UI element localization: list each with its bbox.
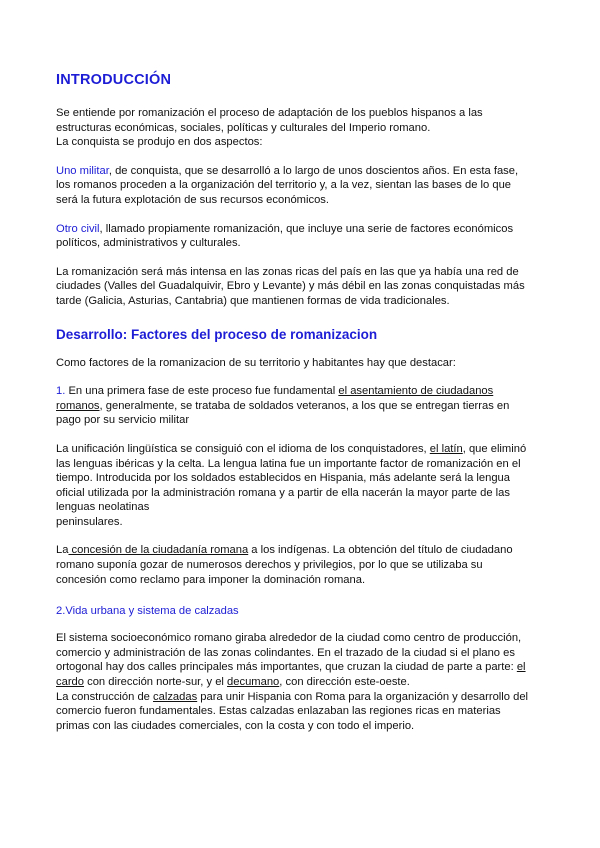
page-title: INTRODUCCIÓN [56,72,172,88]
citizenship-link[interactable]: concesión de la ciudadanía romana [68,544,249,557]
section-heading-urban: 2.Vida urbana y sistema de calzadas [56,605,239,618]
intensity-paragraph: La romanización será más intensa en las zonas ricas del país en las que ya había una red de ciudades (Valles del Guadalquivir, Ebro y Levante) y más débil en las zonas conquistadas más tarde (Galicia, Asturias, Cantabria) que mantienen formas de vida tradicionales. [56,265,525,307]
section-heading-development: Desarrollo: Factores del proceso de romanizacion [56,326,378,342]
latin-link[interactable]: el latín [429,442,463,455]
civil-aspect-paragraph: Otro civil, llamado propiamente romanización, que incluye una serie de factores económicos políticos, administrativos y culturales. [56,222,514,250]
settlement-link-cont[interactable]: romanos [56,399,100,412]
settlement-link[interactable]: el asentamiento de ciudadanos [338,385,494,398]
cardo-link-cont[interactable]: cardo [56,676,84,689]
civil-aspect-label: Otro civil [56,222,100,235]
military-aspect-label: Uno militar [56,164,109,177]
language-paragraph: La unificación lingüística se consiguió con el idioma de los conquistadores, el latín, que eliminó las lenguas ibéricas y la celta. La lengua latina fue un importante factor de romanización en el tiempo. Introducida por los soldados establecidos en Hispania, más adelante será la lengua oficial utilizada por la administración romana y a partir de ella nacerán la mayor parte de las lenguas neolatinas peninsulares. [56,442,527,528]
citizenship-paragraph: La concesión de la ciudadanía romana a los indígenas. La obtención del título de ciudadano romano suponía gozar de numerosos derechos y privilegios, por lo que se utilizaba su concesión como reclamo para imponer la dominación romana. [56,544,513,586]
section-intro-paragraph: Como factores de la romanizacion de su territorio y habitantes hay que destacar: [56,356,456,369]
intro-paragraph: Se entiende por romanización el proceso de adaptación de los pueblos hispanos a las estructuras económicas, sociales, políticas y culturales del Imperio romano. La conquista se produjo en dos aspectos: [56,107,483,149]
factor1-paragraph: 1. En una primera fase de este proceso fue fundamental el asentamiento de ciudadanos romanos, generalmente, se trataba de soldados veteranos, a los que se entregan tierras en pago por su servicio militar [56,385,510,427]
military-aspect-paragraph: Uno militar, de conquista, que se desarrolló a lo largo de unos doscientos años. En esta fase, los romanos proceden a la organización del territorio y, a la vez, sientan las bases de lo que será la futura explotación de sus recursos económicos. [56,164,519,206]
urban-paragraph: El sistema socioeconómico romano giraba alrededor de la ciudad como centro de producción, comercio y administración de las zonas colindantes. En el trazado de la ciudad si el plano es ortogonal hay dos calles principales más importantes, que cruzan la ciudad de parte a parte: el cardo con dirección norte-sur, y el decumano, con dirección este-oeste. La construcción de calzadas para unir Hispania con Roma para la organización y desarrollo del comercio fueron fundamentales. Estas calzadas enlazaban las regiones ricas en materias primas con las ciudades comerciales, con la costa y con todo el imperio. [56,632,529,732]
factor1-number: 1. [56,385,66,398]
decumano-link[interactable]: decumano [227,676,280,689]
cardo-link[interactable]: el [516,661,526,674]
calzadas-link[interactable]: calzadas [153,690,198,703]
